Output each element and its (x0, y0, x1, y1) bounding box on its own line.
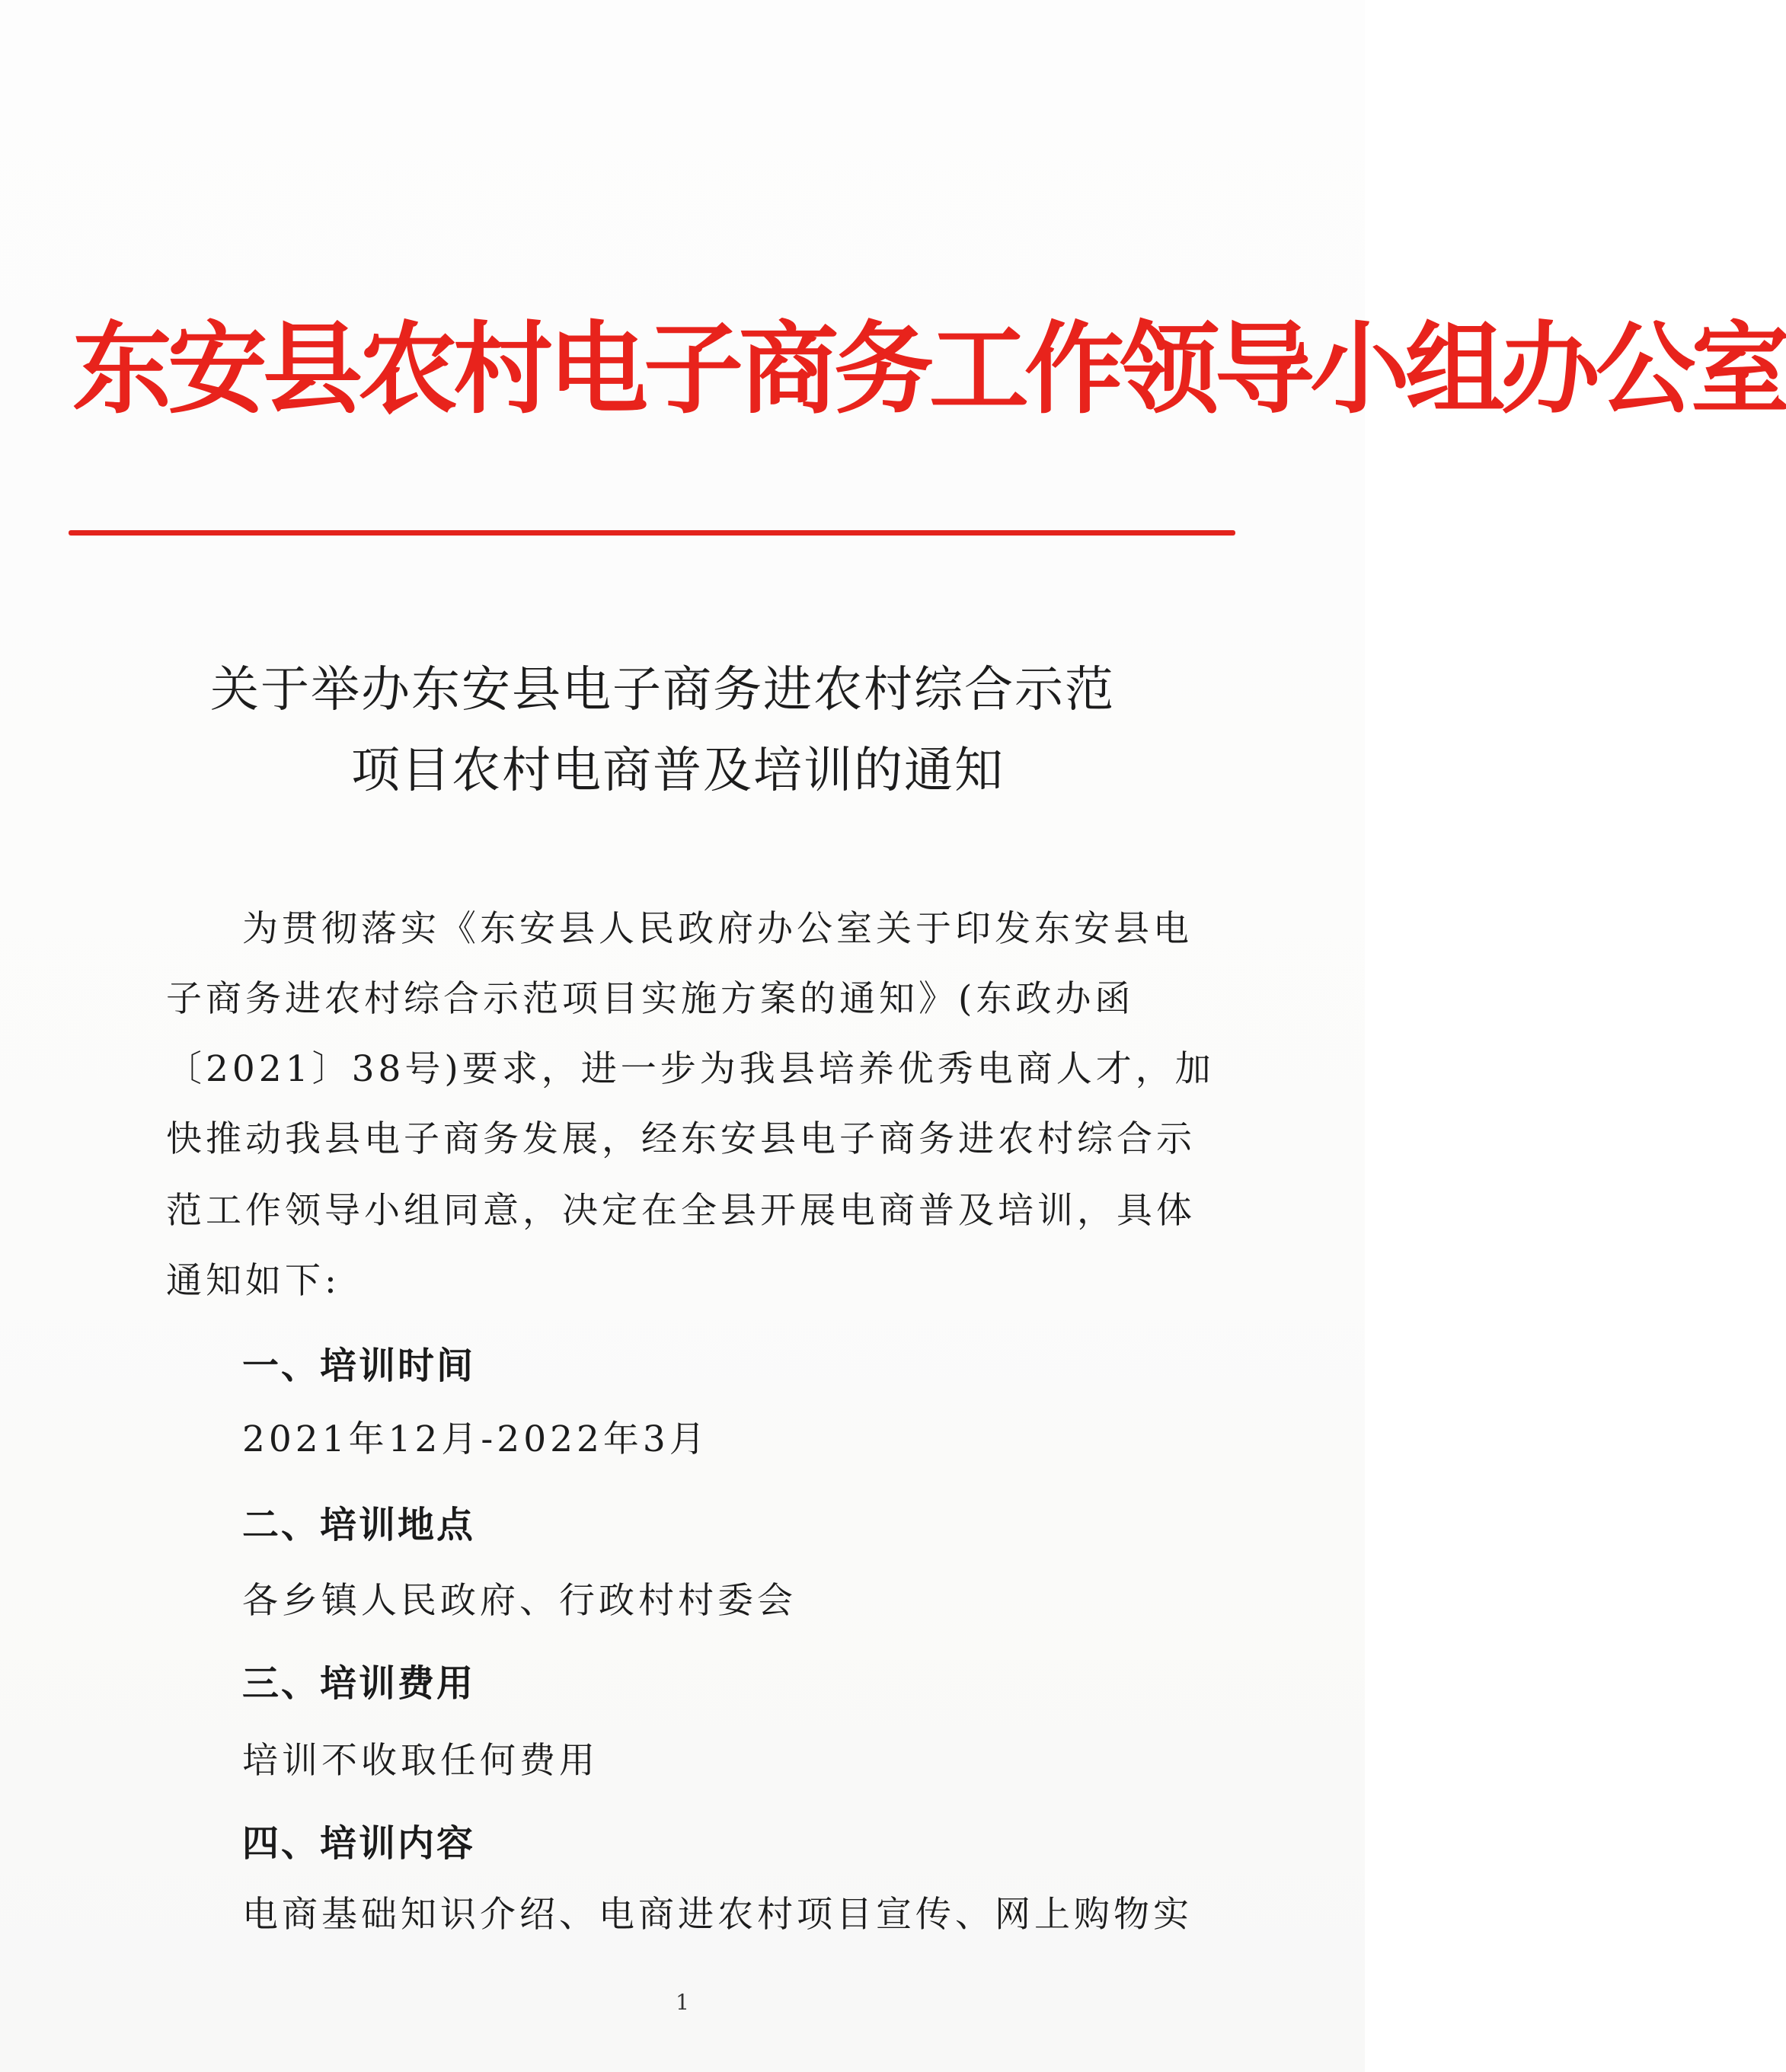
section-content-training-location: 各乡镇人民政府、行政村村委会 (242, 1580, 797, 1622)
section-content-training-content: 电商基础知识介绍、电商进农村项目宣传、网上购物实 (242, 1894, 1193, 1936)
section-heading-training-fee: 三、培训费用 (242, 1662, 476, 1705)
document-title-line-1: 关于举办东安县电子商务进农村综合示范 (210, 662, 1115, 718)
section-content-training-fee: 培训不收取任何费用 (242, 1740, 599, 1782)
intro-line-3: 〔2021〕38号)要求，进一步为我县培养优秀电商人才，加 (166, 1048, 1215, 1090)
letterhead-issuer: 东安县农村电子商务工作领导小组办公室 (72, 311, 1786, 427)
section-content-training-time: 2021年12月-2022年3月 (242, 1418, 709, 1460)
letterhead-red-rule (69, 530, 1235, 536)
intro-line-6: 通知如下: (166, 1260, 340, 1302)
intro-line-1: 为贯彻落实《东安县人民政府办公室关于印发东安县电 (242, 908, 1193, 950)
section-heading-training-location: 二、培训地点 (242, 1504, 476, 1546)
page-number: 1 (676, 1990, 689, 2015)
intro-line-5: 范工作领导小组同意，决定在全县开展电商普及培训，具体 (166, 1190, 1196, 1232)
section-heading-training-time: 一、培训时间 (242, 1345, 476, 1387)
intro-line-2: 子商务进农村综合示范项目实施方案的通知》(东政办函 (166, 978, 1135, 1020)
document-title-line-2: 项目农村电商普及培训的通知 (351, 743, 1005, 799)
intro-line-4: 快推动我县电子商务发展，经东安县电子商务进农村综合示 (166, 1118, 1196, 1160)
section-heading-training-content: 四、培训内容 (242, 1822, 476, 1865)
